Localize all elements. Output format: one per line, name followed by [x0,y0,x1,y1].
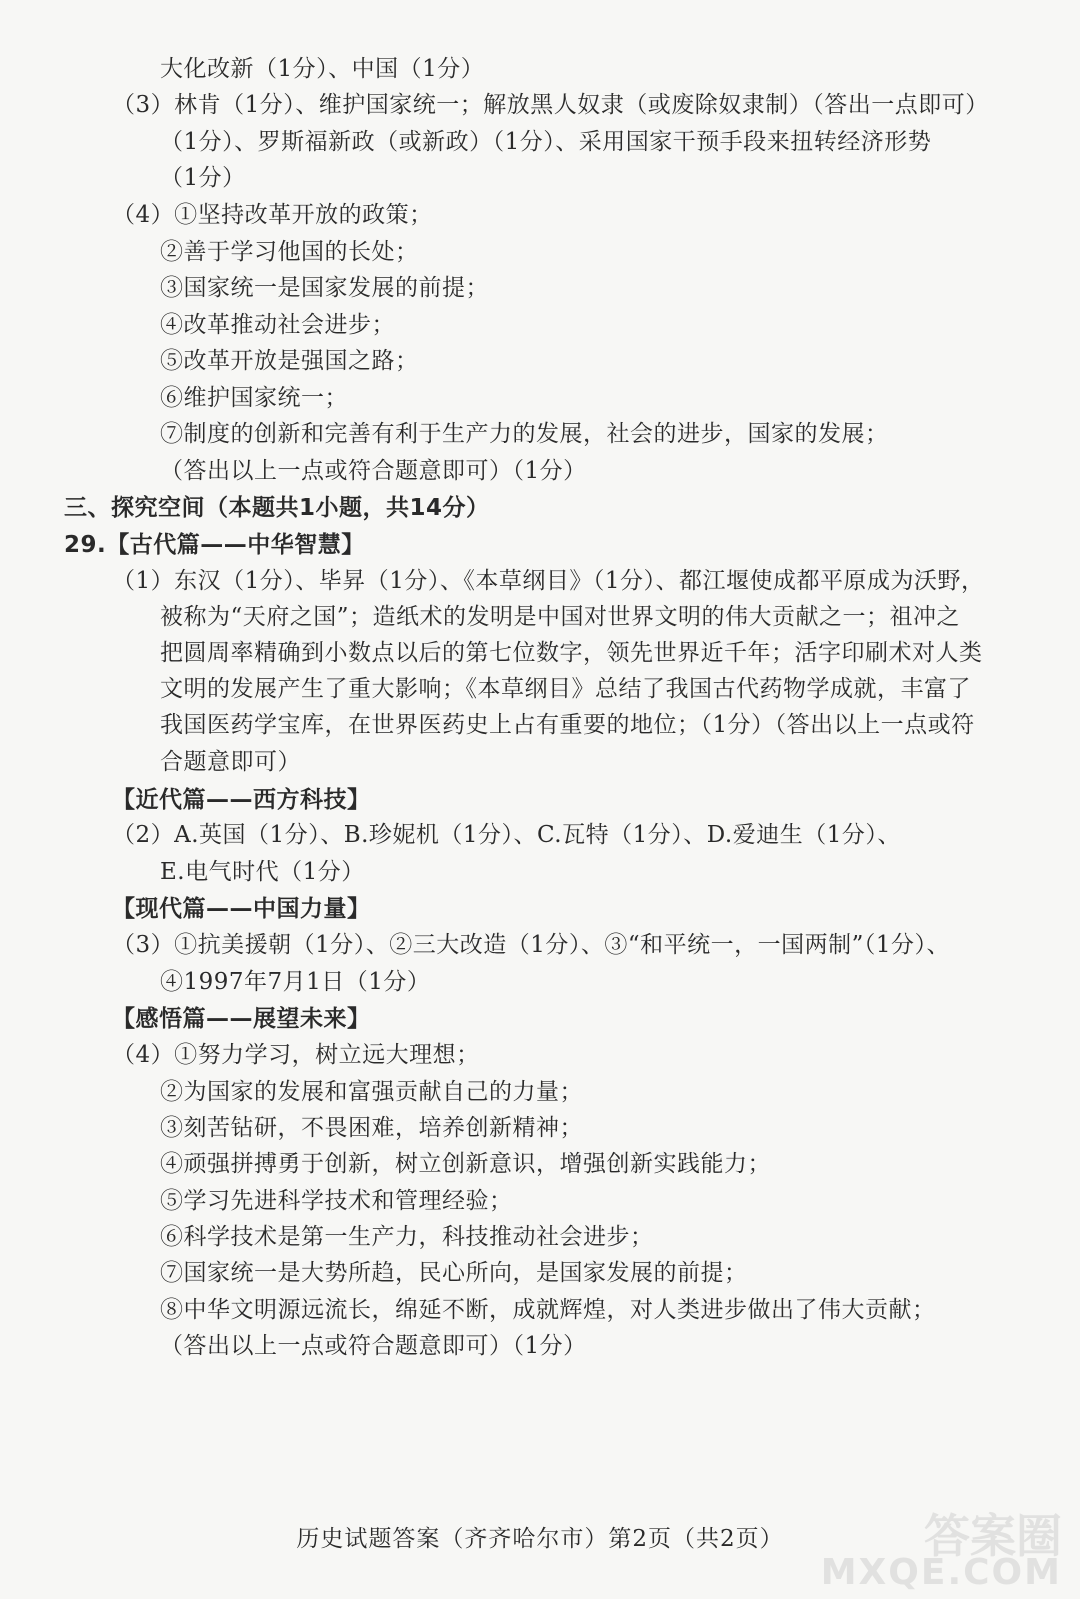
text-line: （2）A.英国（1分）、B.珍妮机（1分）、C.瓦特（1分）、D.爱迪生（1分）、 [112,822,901,848]
sub-heading: 【现代篇——中国力量】 [112,896,371,922]
section-heading: 三、探究空间（本题共1小题，共14分） [64,495,490,521]
text-line: （1分）、罗斯福新政（或新政）（1分）、采用国家干预手段来扭转经济形势 [160,129,932,155]
text-line: 把圆周率精确到小数点以后的第七位数字，领先世界近千年；活字印刷术对人类 [160,640,983,666]
text-line: （4）①坚持改革开放的政策； [112,202,433,228]
text-line: ③刻苦钻研，不畏困难，培养创新精神； [160,1115,583,1141]
text-line: ⑦国家统一是大势所趋，民心所向，是国家发展的前提； [160,1260,748,1286]
text-line: ③国家统一是国家发展的前提； [160,275,489,301]
watermark-url: MXQE.COM [820,1552,1062,1593]
text-line: 文明的发展产生了重大影响；《本草纲目》总结了我国古代药物学成就，丰富了 [160,676,971,702]
text-line: ④1997年7月1日（1分） [160,969,431,995]
text-line: ④改革推动社会进步； [160,312,395,338]
text-line: 合题意即可） [160,749,301,775]
text-line: E.电气时代（1分） [160,859,365,885]
watermark-logo [820,1500,1062,1595]
text-line: ⑤改革开放是强国之路； [160,348,419,374]
question-heading: 29.【古代篇——中华智慧】 [64,532,365,558]
sub-heading: 【近代篇——西方科技】 [112,787,371,813]
text-line: ④顽强拼搏勇于创新，树立创新意识，增强创新实践能力； [160,1151,771,1177]
text-line: ⑥科学技术是第一生产力，科技推动社会进步； [160,1224,654,1250]
text-line: ⑧中华文明源远流长，绵延不断，成就辉煌，对人类进步做出了伟大贡献； [160,1297,936,1323]
text-line: （答出以上一点或符合题意即可）（1分） [160,458,587,484]
text-line: ②善于学习他国的长处； [160,239,419,265]
text-line: ⑤学习先进科学技术和管理经验； [160,1188,513,1214]
text-line: ⑦制度的创新和完善有利于生产力的发展，社会的进步，国家的发展； [160,421,889,447]
sub-heading: 【感悟篇——展望未来】 [112,1006,371,1032]
text-line: ②为国家的发展和富强贡献自己的力量； [160,1079,583,1105]
watermark-text: 答案圈 [924,1509,1062,1563]
text-line: 我国医药学宝库，在世界医药史上占有重要的地位；（1分）（答出以上一点或符 [160,712,975,738]
text-line: 大化改新（1分）、中国（1分） [160,56,485,82]
text-line: （答出以上一点或符合题意即可）（1分） [160,1333,587,1359]
text-line: （3）林肯（1分）、维护国家统一；解放黑人奴隶（或废除奴隶制）（答出一点即可） [112,92,989,118]
text-line: ⑥维护国家统一； [160,385,348,411]
page-footer: 历史试题答案（齐齐哈尔市）第2页（共2页） [296,1526,784,1552]
text-line: （4）①努力学习，树立远大理想； [112,1042,480,1068]
text-line: （1分） [160,165,246,191]
text-line: （1）东汉（1分）、毕昇（1分）、《本草纲目》（1分）、都江堰使成都平原成为沃野， [112,568,985,594]
text-line: （3）①抗美援朝（1分）、②三大改造（1分）、③“和平统一，一国两制”（1分）、 [112,932,951,958]
text-line: 被称为“天府之国”；造纸术的发明是中国对世界文明的伟大贡献之一；祖冲之 [160,604,961,630]
